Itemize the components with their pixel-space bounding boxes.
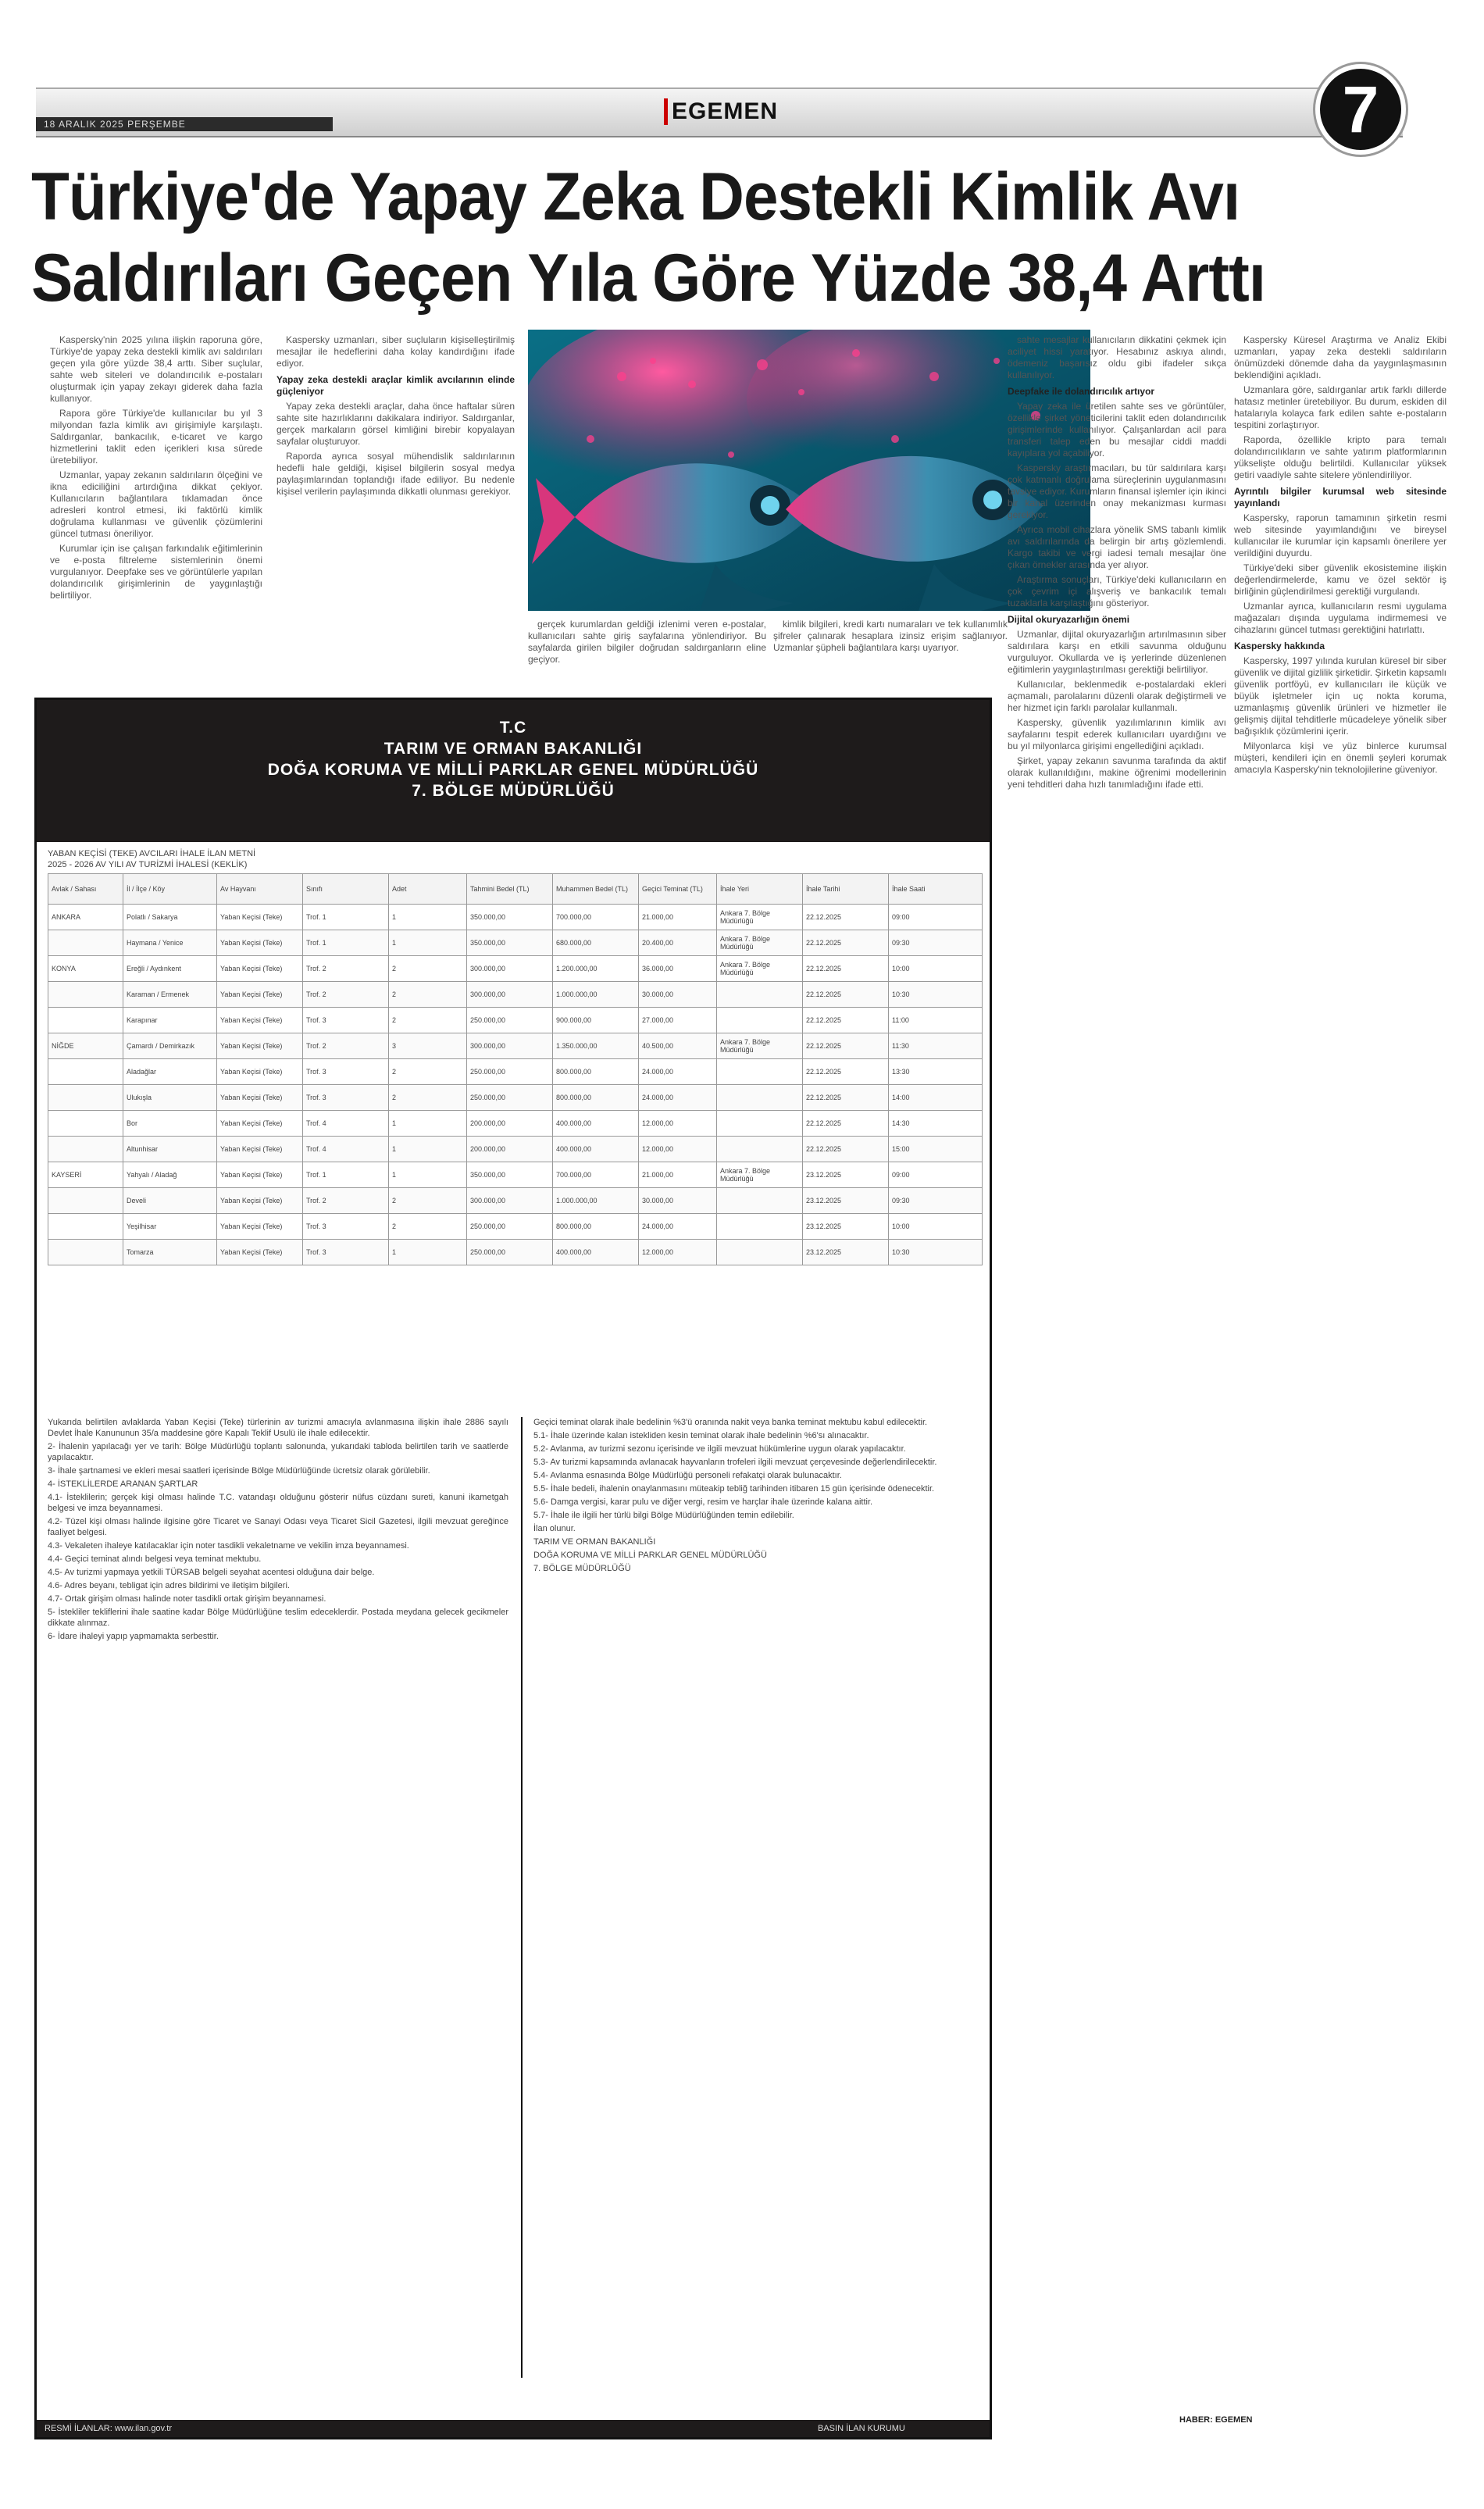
table-cell: 22.12.2025 <box>803 956 889 982</box>
table-cell: Yaban Keçisi (Teke) <box>217 982 303 1008</box>
article-column-3 <box>1008 334 1226 2412</box>
table-row <box>48 1214 983 1240</box>
table-cell: 10:00 <box>889 1214 983 1240</box>
table-cell: 300.000,00 <box>467 956 553 982</box>
ad-table-title-line: YABAN KEÇİSİ (TEKE) AVCILARI İHALE İLAN METNİ <box>48 849 256 858</box>
table-cell: 22.12.2025 <box>803 1137 889 1162</box>
table-cell: 400.000,00 <box>553 1240 639 1265</box>
table-cell: 2 <box>389 1008 467 1033</box>
article-paragraph: Kaspersky araştırmacıları, bu tür saldırılara karşı çok katmanlı doğrulama süreçlerinin uygulanmasını tavsiye ediyor. Kurumların finansal işlemler için ikinci bir kanal üzerinden onay mekanizması kurması gerekiyor. <box>1008 462 1226 520</box>
table-cell: 1.000.000,00 <box>553 1188 639 1214</box>
table-header-cell: İl / İlçe / Köy <box>123 874 217 905</box>
ad-column-divider <box>521 1417 523 2378</box>
ad-header-line: TARIM VE ORMAN BAKANLIĞI <box>383 740 643 758</box>
table-header-cell: Av Hayvanı <box>217 874 303 905</box>
table-cell: 350.000,00 <box>467 1162 553 1188</box>
table-cell: 350.000,00 <box>467 930 553 956</box>
table-cell: 3 <box>389 1033 467 1059</box>
ad-paragraph: 5.7- İhale ile ilgili her türlü bilgi Bölge Müdürlüğünden temin edilebilir. <box>533 1511 794 1520</box>
table-cell: 22.12.2025 <box>803 1085 889 1111</box>
article-paragraph: kimlik bilgileri, kredi kartı numaraları ve tek kullanımlık şifreler çalınarak hesaplara izinsiz erişim sağlanıyor. Uzmanlar şüpheli bağlantılara karşı uyarıyor. <box>773 619 1008 653</box>
table-cell: 900.000,00 <box>553 1008 639 1033</box>
table-cell: 21.000,00 <box>639 1162 717 1188</box>
table-cell: 22.12.2025 <box>803 1033 889 1059</box>
table-cell: 2 <box>389 982 467 1008</box>
table-cell: Ulukışla <box>123 1085 217 1111</box>
table-row <box>48 1059 983 1085</box>
table-cell: Ereğli / Aydınkent <box>123 956 217 982</box>
table-cell <box>717 1214 803 1240</box>
table-cell: Bor <box>123 1111 217 1137</box>
ad-paragraph: 4.2- Tüzel kişi olması halinde ilgisine göre Ticaret ve Sanayi Odası veya Ticaret Sicil Gazetesi, ilgili mevzuat gereğince faaliyet belgesi. <box>48 1517 508 1537</box>
table-cell: 2 <box>389 1214 467 1240</box>
article-subheading: Kaspersky hakkında <box>1234 641 1325 651</box>
table-cell: 10:30 <box>889 1240 983 1265</box>
table-cell: 13:30 <box>889 1059 983 1085</box>
article-paragraph: gerçek kurumlardan geldiği izlenimi veren e-postalar, kullanıcıları sahte giriş sayfalarına yönlendiriyor. Bu sayfalarda girilen bilgiler doğrudan saldırganların eline geçiyor. <box>528 619 766 665</box>
article-paragraph: Türkiye'deki siber güvenlik ekosistemine ilişkin değerlendirmelerde, kamu ve özel sektör iş birliğinin güçlendirilmesi gerektiği vurgulandı. <box>1234 562 1447 597</box>
masthead-logo: EGEMEN <box>672 98 779 124</box>
table-cell <box>717 1008 803 1033</box>
table-cell: KONYA <box>48 956 123 982</box>
table-cell: 22.12.2025 <box>803 1008 889 1033</box>
article-paragraph: Araştırma sonuçları, Türkiye'deki kullanıcıların en çok çevrim içi alışveriş ve bankacılık temalı tuzaklarla karşılaştığını gösteriyor. <box>1008 574 1226 609</box>
table-cell: 10:00 <box>889 956 983 982</box>
article-paragraph: Uzmanlara göre, saldırganlar artık farklı dillerde hatasız metinler üretebiliyor. Bu durum, eskiden dil hatalarıyla kolayca fark edilen sahte e-postaların tespitini zorlaştırıyor. <box>1234 384 1447 430</box>
table-cell: 1 <box>389 1162 467 1188</box>
table-cell: Ankara 7. Bölge Müdürlüğü <box>717 930 803 956</box>
table-cell <box>717 1111 803 1137</box>
table-cell: Trof. 3 <box>303 1059 389 1085</box>
table-row <box>48 1085 983 1111</box>
article-subheading: Yapay zeka destekli araçlar kimlik avcılarının elinde güçleniyor <box>276 374 515 397</box>
table-cell: 350.000,00 <box>467 905 553 930</box>
fish-illustration-image <box>528 330 1090 611</box>
table-cell: Yaban Keçisi (Teke) <box>217 930 303 956</box>
table-cell <box>48 1085 123 1111</box>
table-cell <box>717 1137 803 1162</box>
table-cell: 23.12.2025 <box>803 1188 889 1214</box>
table-cell: 23.12.2025 <box>803 1162 889 1188</box>
article-paragraph: Raporda, özellikle kripto para temalı dolandırıcılıkların ve sahte yatırım platformlarının yükselişte olduğu belirtildi. Kullanıcılar yüksek getiri vaadiyle sahte sitelere yönlendiriliyor. <box>1234 434 1447 480</box>
table-cell: 23.12.2025 <box>803 1240 889 1265</box>
table-header-cell: Muhammen Bedel (TL) <box>553 874 639 905</box>
table-cell: Develi <box>123 1188 217 1214</box>
tender-table <box>48 873 983 1265</box>
table-cell: 24.000,00 <box>639 1214 717 1240</box>
table-cell: Ankara 7. Bölge Müdürlüğü <box>717 1162 803 1188</box>
table-cell: 24.000,00 <box>639 1059 717 1085</box>
ad-paragraph: 5.6- Damga vergisi, karar pulu ve diğer vergi, resim ve harçlar ihale üzerinde kalana aittir. <box>533 1497 873 1507</box>
table-cell: 09:00 <box>889 905 983 930</box>
ad-paragraph: DOĞA KORUMA VE MİLLİ PARKLAR GENEL MÜDÜRLÜĞÜ <box>533 1551 767 1560</box>
article-paragraph: Kaspersky uzmanları, siber suçluların kişiselleştirilmiş mesajlar ile hedeflerini daha kolay kandırdığını ifade ediyor. <box>276 334 515 369</box>
ad-paragraph: TARIM VE ORMAN BAKANLIĞI <box>533 1537 656 1547</box>
table-cell: 1 <box>389 905 467 930</box>
table-cell: 1 <box>389 930 467 956</box>
table-cell: 200.000,00 <box>467 1111 553 1137</box>
article-paragraph: Kaspersky Küresel Araştırma ve Analiz Ekibi uzmanları, yapay zeka destekli saldırıların önümüzdeki dönemde daha da yaygınlaşmasının beklendiğini açıkladı. <box>1234 334 1447 380</box>
article-paragraph: Milyonlarca kişi ve yüz binlerce kurumsal müşteri, kendileri için en önemli şeyleri korumak amacıyla Kaspersky'nin teknolojilerine güveniyor. <box>1234 741 1447 775</box>
table-cell: 22.12.2025 <box>803 905 889 930</box>
table-cell: NİĞDE <box>48 1033 123 1059</box>
article-column-4 <box>1234 334 1447 2412</box>
table-row <box>48 1111 983 1137</box>
ad-table-title-line: 2025 - 2026 AV YILI AV TURİZMİ İHALESİ (KEKLİK) <box>48 860 248 869</box>
table-cell: Karapınar <box>123 1008 217 1033</box>
article-column-below-photo-1 <box>528 619 766 694</box>
ad-footer <box>37 2420 990 2437</box>
ad-table-title <box>48 848 255 870</box>
table-cell: 23.12.2025 <box>803 1214 889 1240</box>
article-paragraph: Rapora göre Türkiye'de kullanıcılar bu yıl 3 milyondan fazla kimlik avı girişimiyle karşılaştı. Saldırganlar, bankacılık, e-ticaret ve kargo hizmetlerini taklit eden içerikleri kısa sürede üretebiliyor. <box>50 408 262 466</box>
article-subheading: Ayrıntılı bilgiler kurumsal web sitesinde yayınlandı <box>1234 486 1447 509</box>
ad-paragraph: 4.6- Adres beyanı, tebligat için adres bildirimi ve iletişim bilgileri. <box>48 1581 290 1590</box>
article-paragraph: Uzmanlar ayrıca, kullanıcıların resmi uygulama mağazaları dışında uygulama indirmemesi ve cihazlarını güncel tutması gerektiğini hatırlattı. <box>1234 601 1447 635</box>
table-cell: Polatlı / Sakarya <box>123 905 217 930</box>
ad-paragraph: 5.5- İhale bedeli, ihalenin onaylanmasını müteakip tebliğ tarihinden itibaren 15 gün içerisinde ödenecektir. <box>533 1484 935 1494</box>
table-cell: 11:30 <box>889 1033 983 1059</box>
table-header-cell: Tahmini Bedel (TL) <box>467 874 553 905</box>
table-cell: Trof. 1 <box>303 905 389 930</box>
table-cell: Yaban Keçisi (Teke) <box>217 1188 303 1214</box>
article-paragraph: Yapay zeka destekli araçlar, daha önce haftalar süren sahte site hazırlıklarını dakikalara indiriyor. Saldırganlar, gerçek markaların görsel kimliğini birebir kopyalayan sayfalar oluşturuyor. <box>276 401 515 447</box>
article-column-2 <box>276 334 515 695</box>
table-cell: Ankara 7. Bölge Müdürlüğü <box>717 956 803 982</box>
article-paragraph: sahte mesajlar kullanıcıların dikkatini çekmek için aciliyet hissi yaratıyor. Hesabınız askıya alındı, ödemeniz başarısız oldu gibi ifadeler sıkça kullanılıyor. <box>1008 334 1226 380</box>
table-row <box>48 982 983 1008</box>
table-cell: 700.000,00 <box>553 905 639 930</box>
table-cell: 09:30 <box>889 1188 983 1214</box>
table-cell: Trof. 1 <box>303 1162 389 1188</box>
table-cell: 14:00 <box>889 1085 983 1111</box>
ad-footer-agency: BASIN İLAN KURUMU <box>818 2424 905 2433</box>
table-cell: Trof. 2 <box>303 1188 389 1214</box>
table-cell: 2 <box>389 1085 467 1111</box>
table-row <box>48 1033 983 1059</box>
table-cell: 30.000,00 <box>639 1188 717 1214</box>
article-paragraph: Uzmanlar, yapay zekanın saldırıların ölçeğini ve ikna ediciliğini artırdığına dikkat çekiyor. Kullanıcıların bağlantılara tıklamadan önce adresleri kontrol etmesi, iki faktörlü kimlik doğrulama kullanması ve güvenlik çözümlerini güncel tutması öneriliyor. <box>50 469 262 539</box>
table-cell <box>717 1059 803 1085</box>
table-cell: 680.000,00 <box>553 930 639 956</box>
table-cell: 250.000,00 <box>467 1059 553 1085</box>
table-cell <box>48 1111 123 1137</box>
ad-paragraph: 4.3- Vekaleten ihaleye katılacaklar için noter tasdikli vekaletname ve vekilin imza beyannamesi. <box>48 1541 409 1551</box>
table-cell: Trof. 4 <box>303 1137 389 1162</box>
table-cell: 22.12.2025 <box>803 1059 889 1085</box>
table-cell: Aladağlar <box>123 1059 217 1085</box>
table-cell: 21.000,00 <box>639 905 717 930</box>
table-cell: Trof. 4 <box>303 1111 389 1137</box>
table-cell: 2 <box>389 1059 467 1085</box>
table-cell <box>48 1214 123 1240</box>
table-cell: 27.000,00 <box>639 1008 717 1033</box>
ad-paragraph: 5.4- Avlanma esnasında Bölge Müdürlüğü personeli refakatçi olarak bulunacaktır. <box>533 1471 842 1480</box>
table-cell: 1.200.000,00 <box>553 956 639 982</box>
table-cell: 2 <box>389 1188 467 1214</box>
ad-paragraph: 5.3- Av turizmi kapsamında avlanacak hayvanların trofeleri ilgili mevzuat çerçevesinde değerlendirilecektir. <box>533 1458 937 1467</box>
table-cell: Trof. 2 <box>303 1033 389 1059</box>
table-cell: Altunhisar <box>123 1137 217 1162</box>
ad-paragraph: 4.5- Av turizmi yapmaya yetkili TÜRSAB belgeli seyahat acentesi olduğuna dair belge. <box>48 1568 375 1577</box>
ad-paragraph: 5.1- İhale üzerinde kalan istekliden kesin teminat olarak ihale bedelinin %6'sı alınacaktır. <box>533 1431 869 1440</box>
table-cell: 12.000,00 <box>639 1137 717 1162</box>
table-cell: 800.000,00 <box>553 1085 639 1111</box>
table-cell <box>48 1137 123 1162</box>
article-column-below-photo-2 <box>773 619 1008 694</box>
table-cell: 10:30 <box>889 982 983 1008</box>
article-subheading: Dijital okuryazarlığın önemi <box>1008 614 1130 625</box>
table-cell: Yeşilhisar <box>123 1214 217 1240</box>
table-cell: Trof. 2 <box>303 982 389 1008</box>
table-cell: Trof. 2 <box>303 956 389 982</box>
table-cell <box>48 1240 123 1265</box>
article-paragraph: Kaspersky, raporun tamamının şirketin resmi web sitesinde yayımlandığını ve bireysel kullanıcılar ile kurumlar için kapsamlı önerilere yer verildiğini duyurdu. <box>1234 512 1447 559</box>
table-cell: 15:00 <box>889 1137 983 1162</box>
table-cell: Yaban Keçisi (Teke) <box>217 1033 303 1059</box>
table-cell: Yaban Keçisi (Teke) <box>217 1085 303 1111</box>
ad-header-line: DOĞA KORUMA VE MİLLİ PARKLAR GENEL MÜDÜRLÜĞÜ <box>267 761 759 779</box>
table-cell: Trof. 1 <box>303 930 389 956</box>
table-cell <box>48 982 123 1008</box>
table-cell: 12.000,00 <box>639 1111 717 1137</box>
table-cell: 30.000,00 <box>639 982 717 1008</box>
ad-header-line: 7. BÖLGE MÜDÜRLÜĞÜ <box>412 782 615 800</box>
table-header-cell: Geçici Teminat (TL) <box>639 874 717 905</box>
ad-paragraph: 5.2- Avlanma, av turizmi sezonu içerisinde ve ilgili mevzuat hükümlerine uygun olarak yapılacaktır. <box>533 1444 906 1454</box>
table-cell: 36.000,00 <box>639 956 717 982</box>
table-cell: 300.000,00 <box>467 1033 553 1059</box>
table-cell <box>717 1240 803 1265</box>
table-cell: 200.000,00 <box>467 1137 553 1162</box>
table-row <box>48 1162 983 1188</box>
table-cell: Trof. 3 <box>303 1085 389 1111</box>
article-subheading: Deepfake ile dolandırıcılık artıyor <box>1008 386 1155 397</box>
table-cell: Karaman / Ermenek <box>123 982 217 1008</box>
table-cell: KAYSERİ <box>48 1162 123 1188</box>
ad-paragraph: Yukarıda belirtilen avlaklarda Yaban Keçisi (Teke) türlerinin av turizmi amacıyla avlanmasına ilişkin ihale 2886 sayılı Devlet İhale Kanununun 35/a maddesine göre Kapalı Teklif Usulü ile ihale edilecektir. <box>48 1418 508 1438</box>
ad-paragraph: 6- İdare ihaleyi yapıp yapmamakta serbesttir. <box>48 1632 219 1641</box>
table-cell: Trof. 3 <box>303 1214 389 1240</box>
table-cell: 250.000,00 <box>467 1214 553 1240</box>
table-cell: 11:00 <box>889 1008 983 1033</box>
article-paragraph: Şirket, yapay zekanın savunma tarafında da aktif olarak kullanıldığını, makine öğrenimi modellerinin yeni tehditleri daha hızlı tanımladığını ifade etti. <box>1008 755 1226 790</box>
table-cell: Yaban Keçisi (Teke) <box>217 1214 303 1240</box>
table-cell <box>717 1188 803 1214</box>
ad-header <box>37 700 990 842</box>
table-cell: Yaban Keçisi (Teke) <box>217 956 303 982</box>
table-cell: 1.000.000,00 <box>553 982 639 1008</box>
table-cell: 1.350.000,00 <box>553 1033 639 1059</box>
table-row <box>48 1137 983 1162</box>
table-row <box>48 956 983 982</box>
ad-paragraph: 5- İstekliler tekliflerini ihale saatine kadar Bölge Müdürlüğüne teslim edeceklerdir. Postada meydana gelecek gecikmeler dikkate alınmaz. <box>48 1608 508 1628</box>
ad-paragraph: 4.1- İsteklilerin; gerçek kişi olması halinde T.C. vatandaşı olduğunu gösterir nüfus cüzdanı sureti, kanuni ikametgah belgesi ve imza beyannamesi. <box>48 1493 508 1513</box>
article-paragraph: Raporda ayrıca sosyal mühendislik saldırılarının hedefli hale geldiği, kişisel bilgilerin sosyal medya paylaşımlarından toplandığı ifade ediliyor. Bu nedenle kişisel verilerin paylaşımında dikkatli olunması gerekiyor. <box>276 451 515 497</box>
ad-paragraph: 4.4- Geçici teminat alındı belgesi veya teminat mektubu. <box>48 1554 262 1564</box>
article-column-1 <box>50 334 262 695</box>
table-cell: 09:30 <box>889 930 983 956</box>
table-cell <box>717 982 803 1008</box>
table-cell: 1 <box>389 1240 467 1265</box>
table-cell: Yaban Keçisi (Teke) <box>217 1059 303 1085</box>
table-cell: 250.000,00 <box>467 1008 553 1033</box>
table-cell <box>48 930 123 956</box>
article-paragraph: Kaspersky'nin 2025 yılına ilişkin raporuna göre, Türkiye'de yapay zeka destekli kimlik avı saldırıları geçen yıla göre yüzde 38,4 arttı. Siber suçlular, sahte web siteleri ve dolandırıcılık e-postaları oluşturmak için yapay zekayı giderek daha fazla kullanıyor. <box>50 334 262 404</box>
ad-paragraph: 7. BÖLGE MÜDÜRLÜĞÜ <box>533 1564 631 1573</box>
table-row <box>48 1240 983 1265</box>
ad-header-line: T.C <box>499 719 527 737</box>
article-paragraph: Kaspersky, 1997 yılında kurulan küresel bir siber güvenlik ve dijital gizlilik şirketidir. Şirketin kapsamlı güvenlik portföyü, ev kullanıcıları ile küçük ve büyük işletmeler için uç nokta koruma, uzmanlaşmış güvenlik ürünleri ve hizmetler ile gelişmiş dijital tehditlerle mücadeleye yönelik siber bağışıklık çözümlerini içerir. <box>1234 655 1447 737</box>
date-strip: 18 ARALIK 2025 PERŞEMBE <box>36 117 333 131</box>
article-byline: HABER: EGEMEN <box>1179 2415 1253 2425</box>
table-cell: 12.000,00 <box>639 1240 717 1265</box>
article-headline: Türkiye'de Yapay Zeka Destekli Kimlik Avı Saldırıları Geçen Yıla Göre Yüzde 38,4 Arttı <box>31 159 1266 316</box>
table-cell: 300.000,00 <box>467 1188 553 1214</box>
table-cell: 22.12.2025 <box>803 1111 889 1137</box>
table-header-cell: Avlak / Sahası <box>48 874 123 905</box>
table-cell: 300.000,00 <box>467 982 553 1008</box>
article-paragraph: Kurumlar için ise çalışan farkındalık eğitimlerinin ve e-posta filtreleme sistemlerinin önemi vurgulanıyor. Deepfake ses ve görüntülerle yapılan dolandırıcılık girişimlerinin de yaygınlaştığı belirtiliyor. <box>50 543 262 601</box>
ad-paragraph: İlan olunur. <box>533 1524 576 1533</box>
table-cell: 09:00 <box>889 1162 983 1188</box>
article-photo <box>528 330 1090 611</box>
table-cell: Ankara 7. Bölge Müdürlüğü <box>717 1033 803 1059</box>
table-cell: Trof. 3 <box>303 1008 389 1033</box>
ad-paragraph: 2- İhalenin yapılacağı yer ve tarih: Bölge Müdürlüğü toplantı salonunda, yukarıdaki tabloda belirtilen tarih ve saatlerde yapılacaktır. <box>48 1442 508 1462</box>
table-cell: Yaban Keçisi (Teke) <box>217 1240 303 1265</box>
table-cell: Haymana / Yenice <box>123 930 217 956</box>
ad-body-right <box>533 1417 979 2386</box>
table-cell <box>717 1085 803 1111</box>
table-cell: Yaban Keçisi (Teke) <box>217 1137 303 1162</box>
table-cell: Yaban Keçisi (Teke) <box>217 1162 303 1188</box>
article-paragraph: Uzmanlar, dijital okuryazarlığın artırılmasının siber saldırılara karşı en etkili savunma olduğunu vurguluyor. Okullarda ve iş yerlerinde düzenlenen eğitimlerin yaygınlaştırılması gerektiği belirtiliyor. <box>1008 629 1226 675</box>
page-number-badge: 7 <box>1320 69 1401 150</box>
table-cell: Trof. 3 <box>303 1240 389 1265</box>
table-row <box>48 905 983 930</box>
table-cell: 800.000,00 <box>553 1059 639 1085</box>
table-cell: 2 <box>389 956 467 982</box>
article-paragraph: Kaspersky, güvenlik yazılımlarının kimlik avı sayfalarını tespit ederek kullanıcıları uyardığını ve bu yıl milyonlarca girişimi engellediğini açıkladı. <box>1008 717 1226 751</box>
ad-paragraph: Geçici teminat olarak ihale bedelinin %3'ü oranında nakit veya banka teminat mektubu kabul edilecektir. <box>533 1418 928 1427</box>
table-header-cell: İhale Tarihi <box>803 874 889 905</box>
table-cell: 22.12.2025 <box>803 982 889 1008</box>
table-cell: Yahyalı / Aladağ <box>123 1162 217 1188</box>
table-header-cell: Sınıfı <box>303 874 389 905</box>
article-paragraph: Yapay zeka ile üretilen sahte ses ve görüntüler, özellikle şirket yöneticilerini taklit eden dolandırıcılık girişimlerinde kullanılıyor. Çalışanlardan acil para transferi talep eden bu mesajlar ciddi maddi kayıplara yol açabiliyor. <box>1008 401 1226 459</box>
table-cell: 22.12.2025 <box>803 930 889 956</box>
table-header-cell: Adet <box>389 874 467 905</box>
ad-paragraph: 4.7- Ortak girişim olması halinde noter tasdikli ortak girişim beyannamesi. <box>48 1594 326 1604</box>
ad-footer-website[interactable]: RESMİ İLANLAR: www.ilan.gov.tr <box>45 2424 173 2433</box>
table-cell: 400.000,00 <box>553 1137 639 1162</box>
table-header-cell: İhale Saati <box>889 874 983 905</box>
ad-body-left <box>48 1417 508 2386</box>
table-cell: 20.400,00 <box>639 930 717 956</box>
table-cell: Yaban Keçisi (Teke) <box>217 1008 303 1033</box>
article-paragraph: Kullanıcılar, beklenmedik e-postalardaki ekleri açmamalı, parolalarını düzenli olarak değiştirmeli ve her hizmet için farklı parolalar kullanmalı. <box>1008 679 1226 713</box>
table-cell: 400.000,00 <box>553 1111 639 1137</box>
article-paragraph: Ayrıca mobil cihazlara yönelik SMS tabanlı kimlik avı saldırılarında da belirgin bir artış gözlemlendi. Kargo takibi ve vergi iadesi temalı mesajlar öne çıkan örnekler arasında yer alıyor. <box>1008 524 1226 570</box>
table-cell: Yaban Keçisi (Teke) <box>217 905 303 930</box>
table-cell <box>48 1188 123 1214</box>
table-cell: 14:30 <box>889 1111 983 1137</box>
table-cell: Çamardı / Demirkazık <box>123 1033 217 1059</box>
table-cell: Yaban Keçisi (Teke) <box>217 1111 303 1137</box>
table-row <box>48 930 983 956</box>
masthead-accent <box>664 98 668 125</box>
ad-paragraph: 3- İhale şartnamesi ve ekleri mesai saatleri içerisinde Bölge Müdürlüğünde ücretsiz olarak görülebilir. <box>48 1466 430 1476</box>
table-cell: 250.000,00 <box>467 1240 553 1265</box>
table-cell: 24.000,00 <box>639 1085 717 1111</box>
table-cell: 250.000,00 <box>467 1085 553 1111</box>
table-row <box>48 1008 983 1033</box>
table-cell <box>48 1008 123 1033</box>
table-cell: 40.500,00 <box>639 1033 717 1059</box>
table-cell: Ankara 7. Bölge Müdürlüğü <box>717 905 803 930</box>
table-cell: 1 <box>389 1111 467 1137</box>
table-cell: 800.000,00 <box>553 1214 639 1240</box>
table-cell: 700.000,00 <box>553 1162 639 1188</box>
official-tender-ad <box>34 698 992 2439</box>
table-cell: Tomarza <box>123 1240 217 1265</box>
table-row <box>48 1188 983 1214</box>
table-cell <box>48 1059 123 1085</box>
ad-paragraph: 4- İSTEKLİLERDE ARANAN ŞARTLAR <box>48 1479 198 1489</box>
table-cell: ANKARA <box>48 905 123 930</box>
table-header-cell: İhale Yeri <box>717 874 803 905</box>
table-cell: 1 <box>389 1137 467 1162</box>
